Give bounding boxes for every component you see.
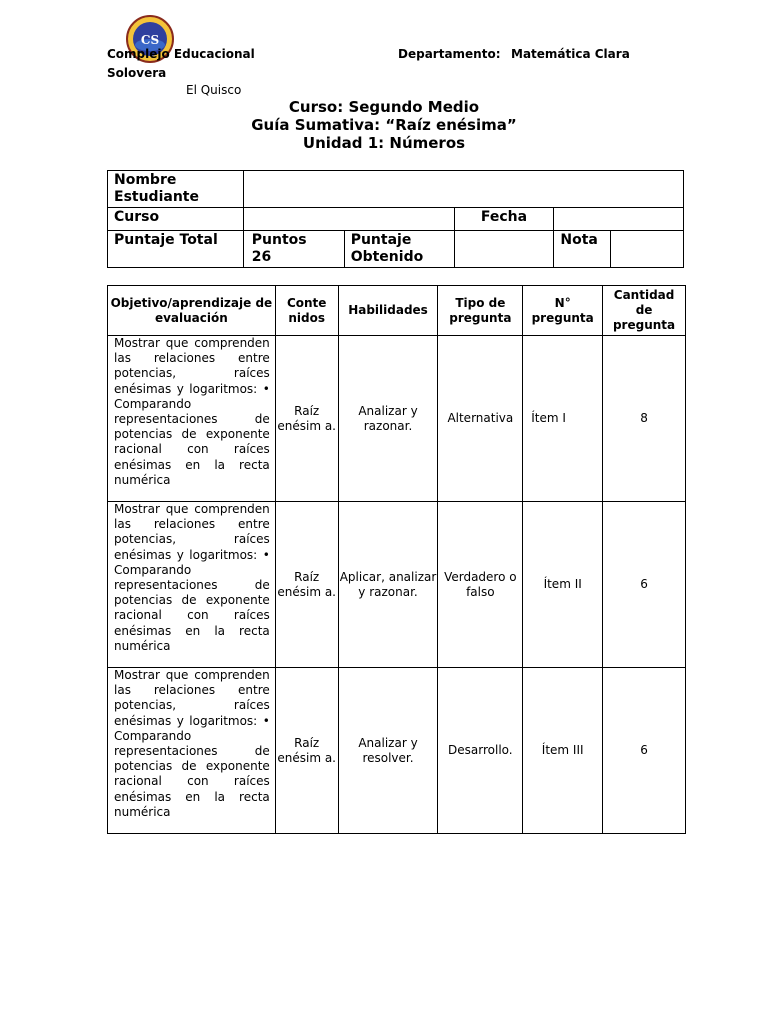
row-content: Raíz enésim a. [275,668,338,834]
row-skills: Aplicar, analizar y razonar. [338,502,438,668]
row-skills: Analizar y razonar. [338,336,438,502]
guide-title: Guía Sumativa: “Raíz enésima” [251,116,517,134]
course-title: Curso: Segundo Medio [288,98,480,116]
obtained-score-field[interactable] [454,231,554,268]
header-question-number: N° pregunta [523,286,603,336]
row-objective: Mostrar que comprenden las relaciones entre potencias, raíces enésimas y logaritmos: • Comparando representaciones de potencias de exponente racional con raíces enésimas en la recta numérica [108,502,276,668]
row-question-number: Ítem I [523,336,603,502]
school-name-line2: Solovera [107,66,167,80]
row-question-count: 8 [603,336,686,502]
row-question-type: Verdadero o falso [438,502,523,668]
logo-letters: CS [140,33,160,47]
row-objective: Mostrar que comprenden las relaciones entre potencias, raíces enésimas y logaritmos: • Comparando representaciones de potencias de exponente racional con raíces enésimas en la recta numérica [108,668,276,834]
header-question-count: Cantidad de pregunta [603,286,686,336]
unit-title: Unidad 1: Números [302,134,466,152]
header-question-type: Tipo de pregunta [438,286,523,336]
grade-field[interactable] [611,231,684,268]
row-content: Raíz enésim a. [275,336,338,502]
row-question-number: Ítem II [523,502,603,668]
date-label: Fecha [454,208,554,231]
evaluation-plan-table [107,285,686,834]
obtained-score-label: Puntaje Obtenido [344,231,454,268]
course-label: Curso [108,208,244,231]
row-question-count: 6 [603,502,686,668]
header-skills: Habilidades [338,286,438,336]
table-row [108,502,686,668]
student-name-label: Nombre Estudiante [108,171,244,208]
department-value: Matemática Clara [511,47,630,61]
row-skills: Analizar y resolver. [338,668,438,834]
row-objective: Mostrar que comprenden las relaciones entre potencias, raíces enésimas y logaritmos: • Comparando representaciones de potencias de exponente racional con raíces enésimas en la recta numérica [108,336,276,502]
total-points-value: Puntos 26 [243,231,344,268]
row-content: Raíz enésim a. [275,502,338,668]
student-name-field[interactable] [243,171,683,208]
school-town: El Quisco [186,83,242,97]
row-question-count: 6 [603,668,686,834]
department-label: Departamento: [398,47,501,61]
school-name-line1: Complejo Educacional [107,47,255,61]
total-score-label: Puntaje Total [108,231,244,268]
row-question-number: Ítem III [523,668,603,834]
date-field[interactable] [554,208,684,231]
grade-label: Nota [554,231,611,268]
course-field[interactable] [243,208,454,231]
table-row [108,336,686,502]
table-row [108,668,686,834]
row-question-type: Desarrollo. [438,668,523,834]
student-info-table [107,170,684,268]
row-question-type: Alternativa [438,336,523,502]
header-content: Conte nidos [275,286,338,336]
header-objective: Objetivo/aprendizaje de evaluación [108,286,276,336]
